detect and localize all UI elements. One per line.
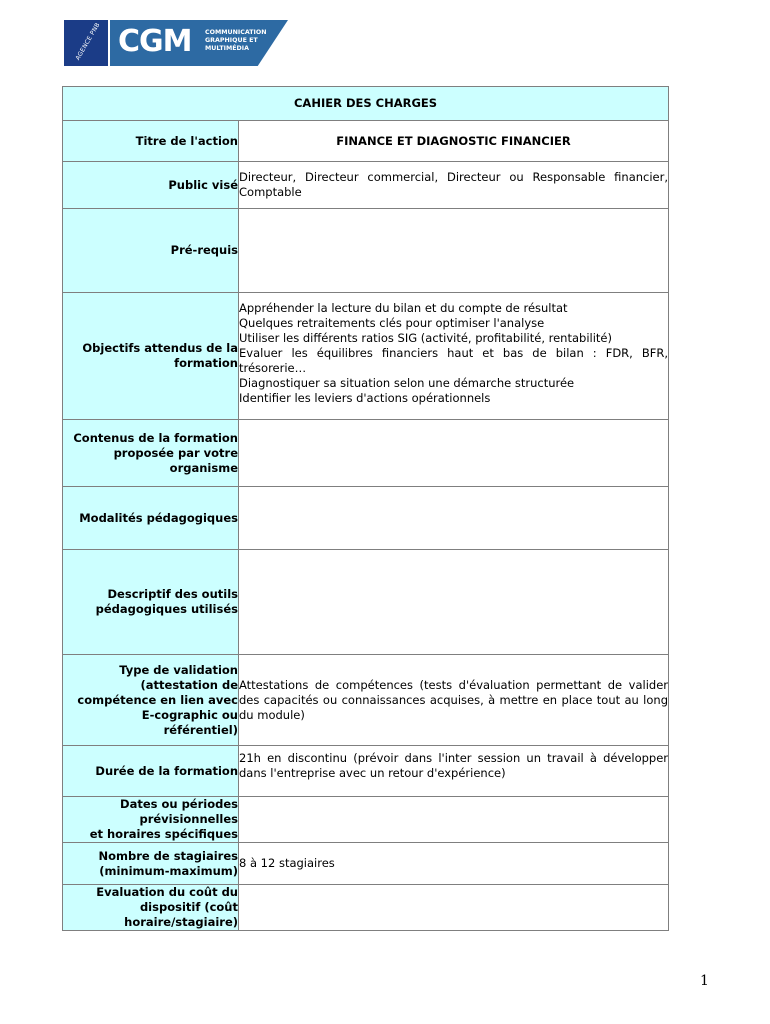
table-row [63, 885, 669, 931]
cost-value [239, 885, 669, 931]
trainees-value: 8 à 12 stagiaires [239, 843, 669, 885]
label-line: Evaluation du coût du [96, 885, 238, 899]
row-label-contents [63, 420, 239, 487]
table-header-row [63, 87, 669, 121]
label-line: horaire/stagiaire) [124, 915, 238, 929]
label-line: Contenus de la formation [73, 430, 238, 445]
table-row [63, 550, 669, 655]
label-line: (minimum-maximum) [99, 863, 238, 878]
objective-item: Appréhender la lecture du bilan et du compte de résultat [239, 301, 568, 315]
table-row [63, 797, 669, 843]
label-line: pédagogiques utilisés [95, 602, 238, 616]
row-label-validation [63, 655, 239, 746]
row-label-audience: Public visé [63, 162, 239, 209]
objective-item: Quelques retraitements clés pour optimiser l'analyse [239, 316, 545, 330]
logo-subtitle-line: COMMUNICATION [205, 29, 267, 36]
agency-stamp [64, 20, 108, 66]
dates-value [239, 797, 669, 843]
contents-value [239, 420, 669, 487]
label-line: proposée par votre [113, 445, 238, 460]
logo-subtitle-line: MULTIMÉDIA [205, 45, 249, 52]
label-line: prévisionnelles [139, 812, 238, 826]
row-label-tools [63, 550, 239, 655]
page-number: 1 [700, 973, 709, 989]
label-line: (attestation de [140, 677, 238, 692]
table-row [63, 655, 669, 746]
table-title: CAHIER DES CHARGES [63, 87, 669, 121]
label-line: Objectifs attendus de la [82, 341, 238, 355]
label-line: organisme [169, 460, 238, 475]
objective-item: Evaluer les équilibres financiers haut et bas de bilan : FDR, BFR, trésorerie… [239, 346, 669, 375]
specification-table [62, 86, 669, 931]
cgm-logo [64, 20, 288, 66]
objective-item: Utiliser les différents ratios SIG (activité, profitabilité, rentabilité) [239, 331, 612, 345]
duration-value: 21h en discontinu (prévoir dans l'inter session un travail à développer dans l'entreprise avec un retour d'expérience) [239, 746, 669, 797]
row-label-prerequisites: Pré-requis [63, 209, 239, 293]
label-line: Nombre de stagiaires [98, 848, 238, 863]
prerequisites-value [239, 209, 669, 293]
row-label-dates [63, 797, 239, 843]
table-row [63, 209, 669, 293]
label-line: E-cographic ou [141, 707, 238, 722]
label-line: Dates ou périodes [120, 797, 238, 811]
logo-subtitle [205, 29, 285, 53]
table-row [63, 746, 669, 797]
label-line: formation [174, 356, 238, 370]
row-label-objectives [63, 293, 239, 420]
label-line: et horaires spécifiques [89, 827, 238, 841]
objective-item: Diagnostiquer sa situation selon une démarche structurée [239, 376, 575, 390]
table-row [63, 843, 669, 885]
table-row [63, 487, 669, 550]
label-line: Descriptif des outils [107, 587, 238, 601]
agency-stamp-text: AGENCE PNB [74, 21, 102, 62]
label-line: Type de validation [119, 662, 238, 677]
label-line: compétence en lien avec [77, 692, 238, 707]
logo-subtitle-line: GRAPHIQUE ET [205, 37, 258, 44]
modalities-value [239, 487, 669, 550]
table-row [63, 162, 669, 209]
audience-value: Directeur, Directeur commercial, Directeur ou Responsable financier, Comptable [239, 162, 669, 209]
objectives-value [239, 293, 669, 420]
tools-value [239, 550, 669, 655]
logo-brand: CGM [118, 24, 192, 59]
row-label-trainees [63, 843, 239, 885]
table-row [63, 420, 669, 487]
table-row [63, 293, 669, 420]
label-line: dispositif (coût [139, 900, 238, 914]
row-label-title: Titre de l'action [63, 121, 239, 162]
table-row [63, 121, 669, 162]
label-line: référentiel) [163, 722, 238, 737]
validation-value: Attestations de compétences (tests d'évaluation permettant de valider des capacités ou connaissances acquises, à mettre en place tout au long du module) [239, 655, 669, 746]
action-title-value: FINANCE ET DIAGNOSTIC FINANCIER [239, 121, 669, 162]
row-label-cost [63, 885, 239, 931]
objective-item: Identifier les leviers d'actions opérationnels [239, 391, 491, 405]
row-label-duration: Durée de la formation [63, 746, 239, 797]
row-label-modalities: Modalités pédagogiques [63, 487, 239, 550]
